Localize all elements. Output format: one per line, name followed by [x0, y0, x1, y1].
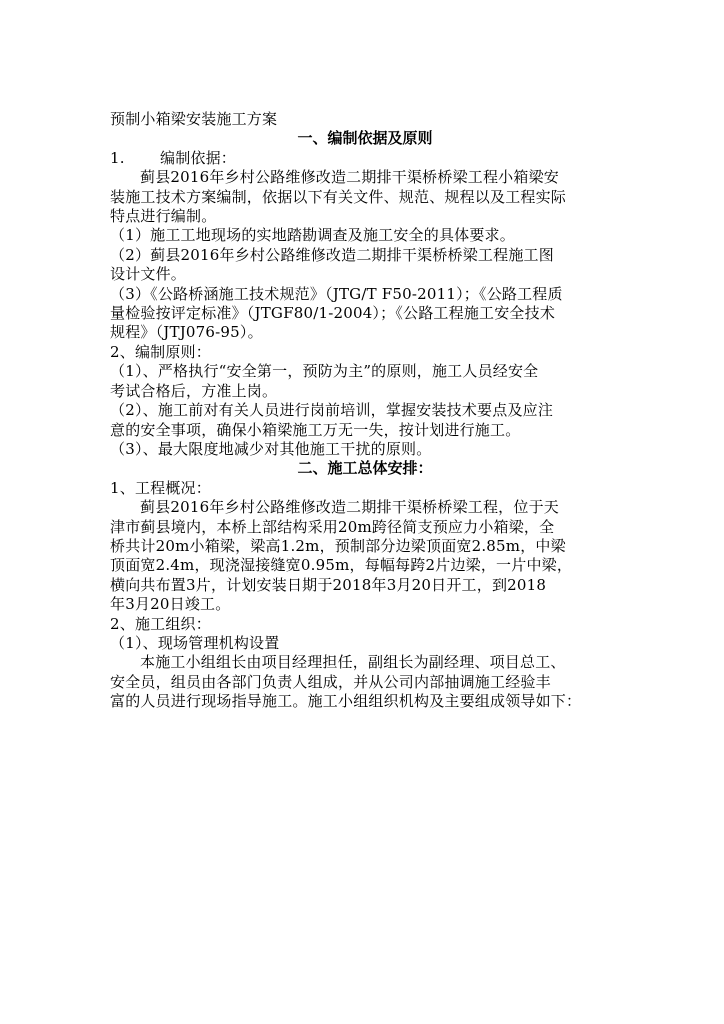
- paragraph-line: 津市蓟县境内，本桥上部结构采用20m跨径简支预应力小箱梁，全: [110, 517, 555, 536]
- paragraph-line: 蓟县2016年乡村公路维修改造二期排干渠桥桥梁工程小箱梁安: [140, 168, 559, 187]
- list-item: 意的安全事项，确保小箱梁施工万无一失，按计划进行施工。: [110, 420, 521, 439]
- paragraph-line: 年3月20日竣工。: [110, 595, 231, 614]
- list-item: （1）施工工地现场的实地踏勘调查及施工安全的具体要求。: [110, 226, 515, 245]
- document-title: 预制小箱梁安装施工方案: [110, 110, 278, 128]
- section-heading-1: 一、编制依据及原则: [297, 129, 433, 148]
- paragraph-line: 装施工技术方案编制，依据以下有关文件、规范、规程以及工程实际: [110, 187, 567, 206]
- paragraph-line: 特点进行编制。: [110, 207, 217, 226]
- list-item: 考试合格后，方准上岗。: [110, 381, 278, 400]
- list-item: 量检验按评定标准》（JTGF80/1-2004）；《公路工程施工安全技术: [110, 304, 556, 323]
- paragraph-line: 蓟县2016年乡村公路维修改造二期排干渠桥桥梁工程，位于天: [140, 498, 559, 517]
- list-item: （1）、现场管理机构设置: [110, 633, 280, 652]
- paragraph-line: 横向共布置3片，计划安装日期于2018年3月20日开工，到2018: [110, 575, 547, 594]
- list-item: 规程》（JTJ076-95）。: [110, 323, 263, 342]
- list-item: （2）、施工前对有关人员进行岗前培训，掌握安装技术要点及应注: [110, 401, 554, 420]
- subsection-label: [110, 149, 620, 168]
- subsection-label: 1、工程概况：: [110, 478, 211, 497]
- paragraph-line: 桥共计20m小箱梁，梁高1.2m，预制部分边梁顶面宽2.85m，中梁: [110, 536, 566, 555]
- document-page: [110, 110, 620, 712]
- list-item: （3）《公路桥涵施工技术规范》（JTG/T F50-2011）；《公路工程质: [110, 284, 563, 303]
- list-item: （1）、严格执行“安全第一，预防为主”的原则，施工人员经安全: [110, 362, 539, 381]
- subsection-number: 1.: [110, 148, 125, 167]
- subsection-label: 2、编制原则：: [110, 342, 211, 361]
- subsection-label: 2、施工组织：: [110, 614, 211, 633]
- paragraph-line: 顶面宽2.4m，现浇湿接缝宽0.95m，每幅每跨2片边梁，一片中梁，: [110, 556, 573, 575]
- section-heading-2: 二、施工总体安排：: [297, 459, 433, 478]
- subsection-text: 编制依据：: [160, 148, 237, 167]
- paragraph-line: 本施工小组组长由项目经理担任，副组长为副经理、项目总工、: [140, 653, 566, 672]
- list-item: （3）、最大限度地减少对其他施工干扰的原则。: [110, 439, 432, 458]
- list-item: 设计文件。: [110, 265, 187, 284]
- paragraph-line: 安全员，组员由各部门负责人组成，并从公司内部抽调施工经验丰: [110, 672, 551, 691]
- paragraph-line: 富的人员进行现场指导施工。施工小组组织机构及主要组成领导如下：: [110, 692, 582, 711]
- list-item: （2）蓟县2016年乡村公路维修改造二期排干渠桥桥梁工程施工图: [110, 245, 554, 264]
